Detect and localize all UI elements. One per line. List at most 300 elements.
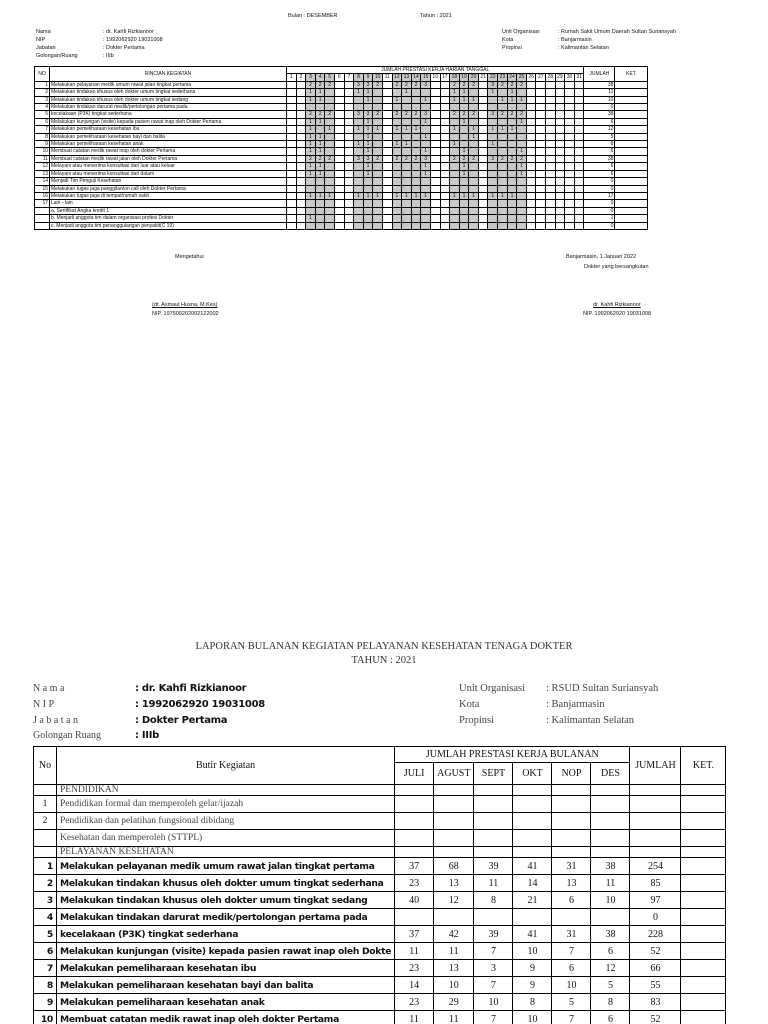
day-cell: 2 (402, 111, 412, 118)
empty-cell (434, 847, 474, 858)
table-row (35, 215, 648, 222)
row-ket (615, 170, 648, 177)
day-cell (306, 178, 316, 185)
day-cell (287, 81, 297, 88)
row-no: 9 (34, 994, 57, 1011)
day-header: 2 (296, 74, 306, 81)
day-cell (565, 178, 575, 185)
row-no: 4 (35, 104, 50, 111)
empty-cell (513, 796, 552, 813)
day-cell (517, 133, 527, 140)
day-cell: 2 (315, 81, 325, 88)
day-cell (498, 170, 508, 177)
day-cell: 1 (363, 192, 373, 199)
day-cell (325, 222, 335, 229)
day-cell (430, 118, 440, 125)
month-value: 39 (474, 858, 513, 875)
month-value: 9 (513, 960, 552, 977)
day-cell (450, 104, 460, 111)
info-value: : Kalimantan Selatan (558, 45, 609, 51)
day-cell (574, 126, 584, 133)
day-cell (334, 81, 344, 88)
day-cell (555, 222, 565, 229)
row-total: 6 (584, 148, 615, 155)
empty-cell (630, 830, 681, 847)
row-desc: Melakukan pemeliharaan kesehatan ibu (57, 960, 395, 977)
day-cell: 1 (373, 126, 383, 133)
day-cell: 1 (450, 126, 460, 133)
day-cell (430, 104, 440, 111)
day-cell (363, 104, 373, 111)
info-label: N a m a (33, 683, 65, 694)
day-cell: 1 (421, 96, 431, 103)
day-header: 11 (382, 74, 392, 81)
day-cell (334, 155, 344, 162)
row-desc: Melakukan kunjungan (visite) kepada pasien rawat inap oleh Dokter Pertama (50, 118, 287, 125)
day-cell (392, 185, 402, 192)
table-row (35, 141, 648, 148)
day-cell: 2 (402, 81, 412, 88)
day-cell: 1 (315, 96, 325, 103)
day-cell (536, 215, 546, 222)
day-cell (354, 148, 364, 155)
day-cell (450, 222, 460, 229)
day-cell: 2 (450, 81, 460, 88)
month-header: NOP (552, 763, 591, 785)
month-label: Bulan : DESEMBER (288, 13, 338, 19)
day-cell (478, 215, 488, 222)
day-cell: 1 (459, 170, 469, 177)
day-cell (574, 141, 584, 148)
empty-cell (552, 830, 591, 847)
signer-left-nip: NIP. 197509202002122002 (152, 311, 219, 317)
info-value: : IIIb (103, 53, 114, 59)
day-cell (315, 178, 325, 185)
day-cell (373, 215, 383, 222)
month-value: 38 (591, 926, 630, 943)
table-row (34, 977, 726, 994)
row-desc: Membuat catatan medik rawat jalan oleh Dokter Pertama (50, 155, 287, 162)
monthly-activity-table (33, 746, 726, 1024)
day-cell (354, 96, 364, 103)
day-cell: 1 (315, 118, 325, 125)
table-row (35, 81, 648, 88)
day-cell (287, 163, 297, 170)
day-cell (574, 163, 584, 170)
empty-cell (591, 830, 630, 847)
table-row (35, 126, 648, 133)
row-total: 38 (584, 111, 615, 118)
day-cell (382, 215, 392, 222)
day-cell (373, 133, 383, 140)
day-header: 12 (392, 74, 402, 81)
row-no: 15 (35, 185, 50, 192)
row-total: 38 (584, 155, 615, 162)
row-desc: kecelakaan (P3K) tingkat sederhana (50, 111, 287, 118)
day-cell (526, 141, 536, 148)
day-cell: 1 (517, 148, 527, 155)
month-value: 41 (513, 926, 552, 943)
day-cell (296, 81, 306, 88)
row-desc: Melakukan tindakan khusus oleh dokter umum tingkat sederhana (57, 875, 395, 892)
day-cell (565, 104, 575, 111)
day-cell (354, 207, 364, 214)
day-cell (334, 96, 344, 103)
day-cell (450, 185, 460, 192)
day-cell (430, 215, 440, 222)
day-cell (411, 222, 421, 229)
info-value: : 1992062920 19031008 (135, 699, 265, 710)
table-row (35, 89, 648, 96)
day-cell (287, 133, 297, 140)
day-cell (526, 185, 536, 192)
day-cell (555, 141, 565, 148)
info-value: : Rumah Sakit Umum Daerah Sultan Suriansyah (558, 29, 676, 35)
day-cell (555, 89, 565, 96)
day-cell (287, 96, 297, 103)
day-cell (411, 200, 421, 207)
day-cell (382, 170, 392, 177)
month-value: 8 (474, 892, 513, 909)
day-cell (459, 200, 469, 207)
day-cell: 1 (392, 192, 402, 199)
month-value: 12 (591, 960, 630, 977)
day-cell (507, 185, 517, 192)
table-row (34, 909, 726, 926)
row-no (34, 785, 57, 796)
day-cell (536, 89, 546, 96)
table-row (34, 875, 726, 892)
row-desc: Membuat catatan medik rawat inap oleh dokter Pertama (50, 148, 287, 155)
row-desc: Melakukan tugas jaga di tempat/rumah sakit (50, 192, 287, 199)
day-cell: 1 (459, 163, 469, 170)
empty-cell (513, 785, 552, 796)
info-value: : Dokter Pertama (135, 715, 228, 726)
table-row (35, 96, 648, 103)
day-cell (325, 178, 335, 185)
info-label: N I P (33, 699, 55, 710)
day-cell (354, 200, 364, 207)
row-desc: Melakukan tindakan darurat medik/pertolongan pertama pada (50, 104, 287, 111)
row-ket (615, 133, 648, 140)
empty-cell (552, 796, 591, 813)
row-no: 5 (34, 926, 57, 943)
row-ket (615, 207, 648, 214)
month-value: 39 (474, 926, 513, 943)
day-cell (373, 207, 383, 214)
day-cell: 1 (325, 192, 335, 199)
day-cell (382, 89, 392, 96)
day-cell (325, 118, 335, 125)
day-cell: 1 (373, 192, 383, 199)
day-cell (325, 89, 335, 96)
day-cell (469, 163, 479, 170)
day-cell (546, 200, 556, 207)
day-cell (402, 118, 412, 125)
empty-cell (630, 847, 681, 858)
day-cell: 2 (517, 111, 527, 118)
month-value: 13 (434, 960, 474, 977)
day-header: 27 (536, 74, 546, 81)
row-ket (615, 89, 648, 96)
table-row (34, 926, 726, 943)
day-header: 6 (334, 74, 344, 81)
day-cell (450, 163, 460, 170)
row-total: 10 (584, 96, 615, 103)
day-cell: 1 (459, 96, 469, 103)
table-row (35, 170, 648, 177)
row-desc: Membuat catatan medik rawat inap oleh dokter Pertama (57, 1011, 395, 1024)
day-cell (382, 163, 392, 170)
day-cell (373, 178, 383, 185)
day-cell (536, 185, 546, 192)
row-total: 12 (584, 126, 615, 133)
info-label: Propinsi (459, 715, 495, 726)
day-cell (315, 104, 325, 111)
day-cell (411, 170, 421, 177)
day-cell (574, 192, 584, 199)
empty-cell (434, 796, 474, 813)
day-cell: 2 (411, 111, 421, 118)
row-desc: Melakukan pelayanan medik umum rawat jalan tingkat pertama (57, 858, 395, 875)
day-cell: 1 (421, 163, 431, 170)
day-cell (344, 163, 354, 170)
day-cell (536, 170, 546, 177)
empty-cell (474, 796, 513, 813)
empty-cell (395, 796, 434, 813)
row-desc: Melakukan tindakan khusus oleh dokter umum tingkat sederhana (50, 89, 287, 96)
day-cell (469, 207, 479, 214)
row-ket (681, 977, 726, 994)
day-cell (334, 89, 344, 96)
day-cell (315, 222, 325, 229)
day-cell (526, 192, 536, 199)
day-cell (354, 178, 364, 185)
row-desc: b. Menjadi anggota tim dalam organisasi profesi Dokter (50, 215, 287, 222)
day-cell (546, 81, 556, 88)
day-cell: 2 (306, 155, 316, 162)
empty-cell (513, 830, 552, 847)
day-cell (382, 148, 392, 155)
day-cell (555, 215, 565, 222)
row-ket (615, 104, 648, 111)
day-cell (344, 81, 354, 88)
day-cell: 1 (469, 126, 479, 133)
day-cell (402, 178, 412, 185)
row-ket (615, 111, 648, 118)
day-cell (555, 118, 565, 125)
day-cell: 1 (402, 141, 412, 148)
empty-cell (681, 830, 726, 847)
day-cell (469, 148, 479, 155)
day-header: 15 (421, 74, 431, 81)
row-no: 11 (35, 155, 50, 162)
day-cell (421, 141, 431, 148)
row-no: 13 (35, 170, 50, 177)
day-cell (296, 185, 306, 192)
day-cell (306, 200, 316, 207)
day-cell (526, 81, 536, 88)
info-value: : dr. Kahfi Rizkianoor (103, 29, 154, 35)
day-cell (402, 222, 412, 229)
month-value: 5 (552, 994, 591, 1011)
place-date: Banjarmasin, 1 Januari 2022 (566, 254, 637, 260)
day-cell: 1 (315, 89, 325, 96)
day-header: 7 (344, 74, 354, 81)
day-cell (488, 215, 498, 222)
month-value: 37 (395, 926, 434, 943)
section-row (34, 847, 726, 858)
day-cell (546, 178, 556, 185)
day-cell (488, 170, 498, 177)
day-cell (536, 178, 546, 185)
day-cell (296, 96, 306, 103)
empty-cell (434, 830, 474, 847)
month-value: 10 (591, 892, 630, 909)
row-desc: Melakukan pemeliharaan kesehatan bayi dan balita (50, 133, 287, 140)
row-no: 2 (34, 813, 57, 830)
day-cell (354, 170, 364, 177)
day-cell (296, 207, 306, 214)
day-cell (306, 222, 316, 229)
day-cell (450, 118, 460, 125)
month-value: 40 (395, 892, 434, 909)
day-cell: 1 (488, 89, 498, 96)
day-cell (536, 133, 546, 140)
day-cell (344, 222, 354, 229)
table-row (35, 133, 648, 140)
day-cell (315, 215, 325, 222)
day-cell (382, 192, 392, 199)
day-cell (334, 200, 344, 207)
day-cell (450, 133, 460, 140)
day-cell (344, 111, 354, 118)
day-cell: 3 (488, 155, 498, 162)
row-desc: Melakukan pelayanan medik umum rawat jalan tingkat pertama (50, 81, 287, 88)
empty-cell (474, 847, 513, 858)
empty-cell (681, 847, 726, 858)
month-header: JULI (395, 763, 434, 785)
day-cell (306, 207, 316, 214)
row-no (35, 207, 50, 214)
day-cell: 3 (363, 81, 373, 88)
info-value: : dr. Kahfi Rizkianoor (135, 683, 247, 694)
day-cell: 1 (469, 133, 479, 140)
row-desc: c. Menjadi anggota tim penanggulangan penyakit(C 19) (50, 222, 287, 229)
table-row (34, 994, 726, 1011)
day-cell (488, 222, 498, 229)
day-cell (363, 215, 373, 222)
info-value: : Kalimantan Selatan (546, 715, 635, 726)
day-cell (478, 96, 488, 103)
month-value: 3 (474, 960, 513, 977)
day-cell: 3 (421, 111, 431, 118)
day-cell (555, 96, 565, 103)
day-cell (334, 178, 344, 185)
day-header: 19 (459, 74, 469, 81)
day-cell: 2 (306, 81, 316, 88)
row-total: 38 (584, 81, 615, 88)
col-daily-group: JUMLAH PRESTASI KERJA HARIAN TANGGAL (287, 67, 584, 74)
day-cell (392, 200, 402, 207)
day-cell (411, 185, 421, 192)
day-cell (450, 215, 460, 222)
day-cell (574, 81, 584, 88)
day-cell (402, 96, 412, 103)
day-cell: 2 (325, 111, 335, 118)
day-cell (325, 163, 335, 170)
row-desc: Melakukan tindakan khusus oleh dokter umum tingkat sedang (57, 892, 395, 909)
day-cell (440, 170, 450, 177)
day-cell (411, 89, 421, 96)
day-cell: 3 (421, 155, 431, 162)
day-cell (421, 200, 431, 207)
day-cell (517, 141, 527, 148)
day-cell: 1 (450, 141, 460, 148)
month-value: 11 (591, 875, 630, 892)
day-cell (325, 148, 335, 155)
day-cell (315, 207, 325, 214)
info-label: Kota (502, 37, 514, 43)
day-cell (430, 148, 440, 155)
row-ket (681, 1011, 726, 1024)
day-cell (315, 185, 325, 192)
table-row (34, 813, 726, 830)
month-value (474, 909, 513, 926)
row-total: 5 (584, 133, 615, 140)
empty-cell (474, 830, 513, 847)
day-cell (296, 178, 306, 185)
day-cell (402, 185, 412, 192)
row-ket (681, 994, 726, 1011)
row-no (34, 830, 57, 847)
day-cell: 2 (402, 155, 412, 162)
col-jumlah: JUMLAH (630, 747, 681, 785)
month-value: 14 (513, 875, 552, 892)
row-ket (681, 858, 726, 875)
day-cell (287, 207, 297, 214)
day-cell (296, 118, 306, 125)
day-cell (296, 200, 306, 207)
row-no: 6 (34, 943, 57, 960)
day-cell (507, 222, 517, 229)
row-ket (615, 96, 648, 103)
day-cell (507, 215, 517, 222)
day-cell (411, 178, 421, 185)
row-total: 17 (584, 192, 615, 199)
day-cell (469, 141, 479, 148)
day-cell (296, 215, 306, 222)
month-value: 11 (395, 943, 434, 960)
row-no: 5 (35, 111, 50, 118)
mengetahui-label: Mengetahui (175, 254, 204, 260)
day-cell (421, 207, 431, 214)
day-cell: 2 (373, 111, 383, 118)
empty-cell (552, 785, 591, 796)
day-cell: 1 (363, 96, 373, 103)
section-title: PELAYANAN KESEHATAN (57, 847, 395, 858)
day-cell: 1 (517, 163, 527, 170)
day-cell (536, 222, 546, 229)
day-cell (555, 170, 565, 177)
day-cell (373, 200, 383, 207)
day-cell (469, 222, 479, 229)
day-cell (565, 81, 575, 88)
day-cell (392, 118, 402, 125)
month-value: 7 (474, 977, 513, 994)
row-ket (615, 141, 648, 148)
day-cell (421, 126, 431, 133)
